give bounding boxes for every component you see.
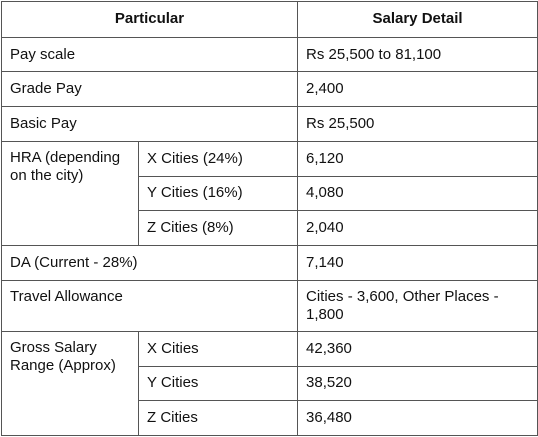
header-salary-detail: Salary Detail [298, 2, 538, 38]
table-row [2, 72, 538, 107]
hra-label: HRA (depending on the city) [2, 141, 139, 245]
table-row [2, 107, 538, 142]
row-sublabel: X Cities (24%) [139, 141, 298, 176]
row-label: Travel Allowance [2, 280, 298, 331]
row-value: 7,140 [298, 246, 538, 281]
row-value: 2,040 [298, 211, 538, 246]
row-sublabel: Z Cities [139, 401, 298, 436]
row-value: 6,120 [298, 141, 538, 176]
row-label: DA (Current - 28%) [2, 246, 298, 281]
gross-label: Gross Salary Range (Approx) [2, 331, 139, 435]
row-sublabel: Y Cities (16%) [139, 176, 298, 211]
row-sublabel: X Cities [139, 331, 298, 366]
table-row [2, 37, 538, 72]
row-sublabel: Z Cities (8%) [139, 211, 298, 246]
row-value: 36,480 [298, 401, 538, 436]
table-row [2, 246, 538, 281]
table-header-row [2, 2, 538, 38]
row-value: Rs 25,500 to 81,100 [298, 37, 538, 72]
row-label: Basic Pay [2, 107, 298, 142]
row-label: Grade Pay [2, 72, 298, 107]
row-value: Cities - 3,600, Other Places - 1,800 [298, 280, 538, 331]
row-label: Pay scale [2, 37, 298, 72]
row-value: 2,400 [298, 72, 538, 107]
table-row [2, 141, 538, 176]
row-value: 42,360 [298, 331, 538, 366]
row-value: 38,520 [298, 366, 538, 401]
row-sublabel: Y Cities [139, 366, 298, 401]
table-row [2, 331, 538, 366]
salary-table [1, 1, 538, 436]
table-row [2, 280, 538, 331]
row-value: 4,080 [298, 176, 538, 211]
row-value: Rs 25,500 [298, 107, 538, 142]
header-particular: Particular [2, 2, 298, 38]
